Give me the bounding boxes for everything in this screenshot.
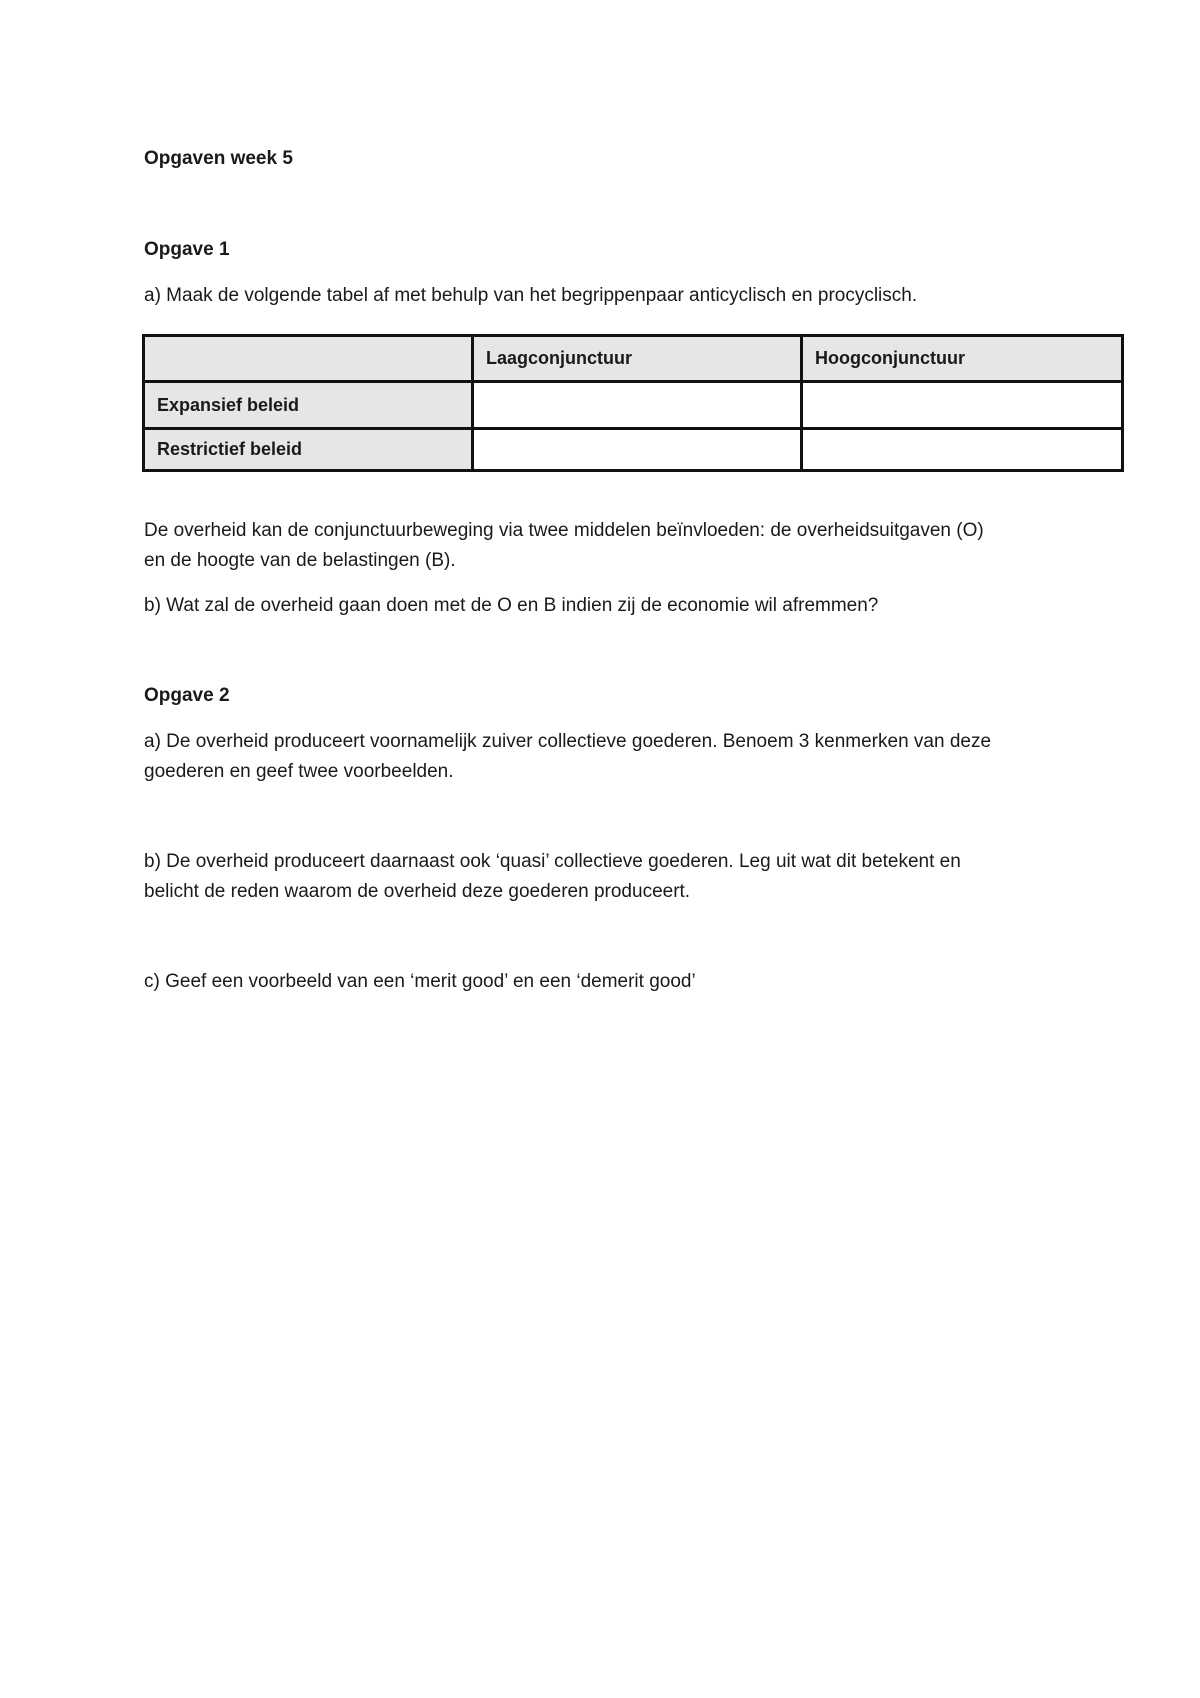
- opgave-2-question-a-line-1: a) De overheid produceert voornamelijk zuiver collectieve goederen. Benoem 3 kenmerken van deze: [144, 731, 992, 752]
- table-header-laagconjunctuur: Laagconjunctuur: [474, 337, 800, 380]
- opgave-2-heading: Opgave 2: [144, 685, 230, 706]
- opgave-2-question-c: c) Geef een voorbeeld van een ‘merit good’ en een ‘demerit good’: [144, 971, 696, 992]
- opgave-2-question-b-line-1: b) De overheid produceert daarnaast ook ‘quasi’ collectieve goederen. Leg uit wat dit betekent en: [144, 851, 961, 872]
- table-row-header-restrictief: Restrictief beleid: [145, 430, 471, 469]
- table-cell-restrictief-laag: [474, 430, 800, 469]
- opgave-1-heading: Opgave 1: [144, 239, 230, 260]
- table-header-hoogconjunctuur: Hoogconjunctuur: [803, 337, 1121, 380]
- table-row-header-expansief: Expansief beleid: [145, 383, 471, 427]
- conjunctuur-table: [142, 334, 1124, 472]
- table-cell-expansief-laag: [474, 383, 800, 427]
- opgave-1-question-b: b) Wat zal de overheid gaan doen met de O en B indien zij de economie wil afremmen?: [144, 595, 879, 616]
- table-corner-cell: [145, 337, 471, 380]
- opgave-2-question-a-line-2: goederen en geef twee voorbeelden.: [144, 761, 454, 782]
- opgave-1-question-a: a) Maak de volgende tabel af met behulp van het begrippenpaar anticyclisch en procyclisch.: [144, 285, 918, 306]
- opgave-2-question-b-line-2: belicht de reden waarom de overheid deze goederen produceert.: [144, 881, 691, 902]
- document-title: Opgaven week 5: [144, 148, 293, 169]
- table-cell-expansief-hoog: [803, 383, 1121, 427]
- opgave-1-intro-line-2: en de hoogte van de belastingen (B).: [144, 550, 456, 571]
- table-cell-restrictief-hoog: [803, 430, 1121, 469]
- opgave-1-intro-line-1: De overheid kan de conjunctuurbeweging via twee middelen beïnvloeden: de overheidsuitgaven (O): [144, 520, 984, 541]
